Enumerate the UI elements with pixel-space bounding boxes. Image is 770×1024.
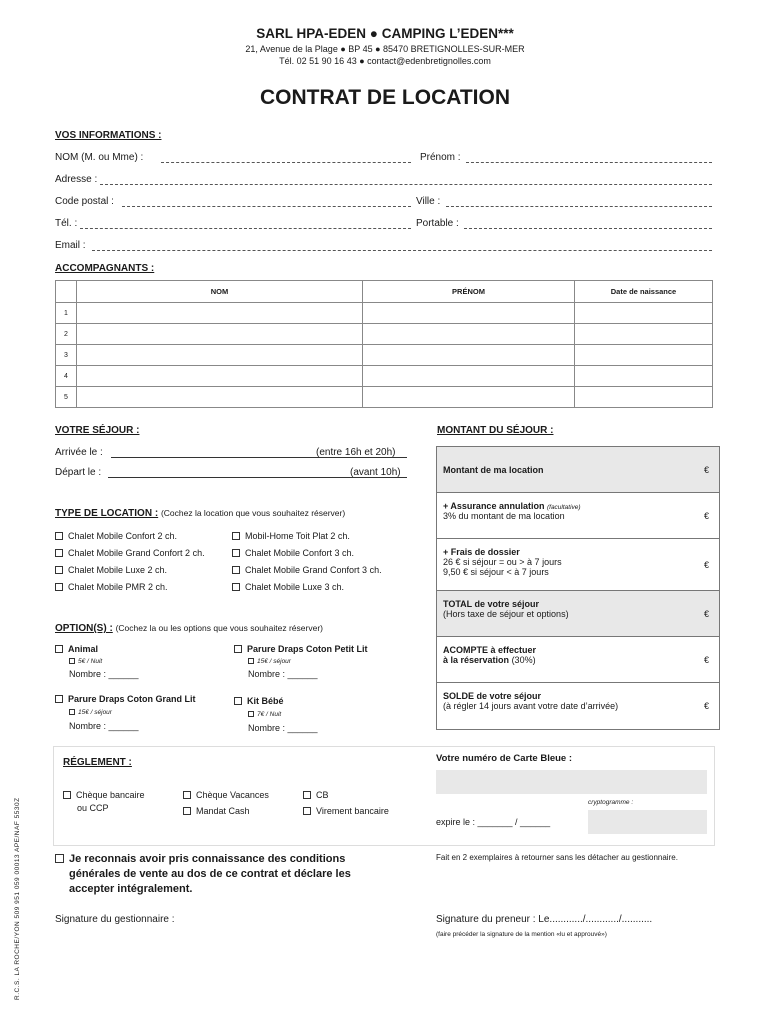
cell-naissance[interactable] [575, 324, 713, 345]
table-header-naissance: Date de naissance [575, 281, 713, 303]
option-animal-price-label: 5€ / Nuit [78, 658, 103, 665]
currency-symbol: € [703, 701, 709, 711]
option-parure-grand-price-label: 15€ / séjour [78, 709, 112, 716]
type-option-label: Chalet Mobile Grand Confort 2 ch. [68, 548, 205, 558]
arrivee-label: Arrivée le : [55, 447, 103, 458]
conditions-line1: Je reconnais avoir pris connaissance des conditions [69, 853, 346, 865]
ville-label: Ville : [416, 196, 441, 207]
montant-frais-sub2: 9,50 € si séjour < à 7 jours [443, 567, 549, 577]
montant-location-label: Montant de ma location [443, 465, 544, 475]
payment-cb[interactable] [303, 790, 329, 800]
option-parure-grand-nombre[interactable]: Nombre : ______ [69, 721, 139, 731]
payment-cheque[interactable] [63, 790, 145, 800]
checkbox-icon [232, 583, 240, 591]
montant-acompte-pct: (30%) [511, 655, 536, 665]
type-location-header [55, 508, 345, 519]
payment-virement[interactable] [303, 806, 389, 816]
table-row [56, 387, 713, 408]
montant-solde-label: SOLDE de votre séjour [443, 691, 542, 701]
checkbox-icon [55, 549, 63, 557]
type-option-label: Mobil-Home Toit Plat 2 ch. [245, 531, 350, 541]
page-title: CONTRAT DE LOCATION [259, 86, 511, 109]
sejour-heading: VOTRE SÉJOUR : [55, 425, 140, 436]
checkbox-icon [232, 532, 240, 540]
portable-field[interactable] [464, 219, 712, 229]
checkbox-icon [234, 697, 242, 705]
payment-mandat-label: Mandat Cash [196, 806, 250, 816]
currency-symbol: € [703, 510, 709, 521]
montant-acompte-sub: à la réservation [443, 655, 510, 665]
checkbox-icon [55, 645, 63, 653]
option-parure-petit-price-label: 15€ / séjour [257, 658, 291, 665]
cell-naissance[interactable] [575, 303, 713, 324]
montant-total-label: TOTAL de votre séjour [443, 599, 540, 609]
type-location-note: (Cochez la location que vous souhaitez réserver) [160, 508, 346, 518]
option-animal-nombre[interactable]: Nombre : ______ [69, 669, 139, 679]
checkbox-icon [55, 854, 64, 863]
montant-row-location[interactable] [437, 447, 719, 493]
type-option-label: Chalet Mobile Luxe 2 ch. [68, 565, 168, 575]
payment-cb-label: CB [316, 790, 329, 800]
cell-nom[interactable] [77, 387, 363, 408]
checkbox-icon [69, 658, 75, 664]
prenom-label: Prénom : [420, 152, 461, 163]
type-option[interactable] [232, 582, 344, 592]
crypto-label: cryptogramme : [588, 799, 634, 806]
table-row [56, 303, 713, 324]
currency-symbol: € [703, 559, 709, 570]
cell-prenom[interactable] [363, 303, 575, 324]
type-option-label: Chalet Mobile Confort 3 ch. [245, 548, 355, 558]
type-option[interactable] [232, 565, 382, 575]
table-header-nom: NOM [77, 281, 363, 303]
montant-row-solde[interactable] [437, 683, 719, 729]
signature-preneur[interactable]: Signature du preneur : Le............/............/........... [436, 914, 653, 925]
carte-number-field[interactable] [436, 770, 707, 794]
montant-row-acompte[interactable] [437, 637, 719, 683]
cell-naissance[interactable] [575, 345, 713, 366]
montant-solde-sub: (à régler 14 jours avant votre date d’arrivée) [443, 701, 619, 711]
currency-symbol: € [703, 608, 709, 619]
montant-row-total[interactable] [437, 591, 719, 637]
option-kit-bebe-label: Kit Bébé [247, 696, 284, 706]
checkbox-icon [232, 566, 240, 574]
tel-field[interactable] [80, 219, 411, 229]
type-option-label: Chalet Mobile PMR 2 ch. [68, 582, 168, 592]
email-label: Email : [55, 240, 86, 251]
montant-assurance-label: + Assurance annulation [443, 501, 545, 511]
checkbox-icon [232, 549, 240, 557]
type-option-label: Chalet Mobile Grand Confort 3 ch. [245, 565, 382, 575]
payment-ccp-label: ou CCP [77, 803, 109, 813]
montant-assurance-sub: 3% du montant de ma location [443, 511, 565, 521]
cell-nom[interactable] [77, 345, 363, 366]
option-kit-bebe-nombre[interactable]: Nombre : ______ [248, 723, 318, 733]
company-address: 21, Avenue de la Plage ● BP 45 ● 85470 BRETIGNOLLES-SUR-MER [245, 44, 525, 54]
checkbox-icon [55, 532, 63, 540]
expire-field[interactable]: expire le : _______ / ______ [436, 817, 551, 827]
email-field[interactable] [92, 241, 712, 251]
table-row [56, 345, 713, 366]
fait-note: Fait en 2 exemplaires à retourner sans les détacher au gestionnaire. [436, 853, 678, 862]
option-kit-bebe-price-label: 7€ / Nuit [257, 711, 282, 718]
checkbox-icon [234, 645, 242, 653]
cell-naissance[interactable] [575, 387, 713, 408]
checkbox-icon [55, 566, 63, 574]
table-header-num [56, 281, 77, 303]
option-parure-grand[interactable] [55, 694, 196, 704]
cell-nom[interactable] [77, 303, 363, 324]
option-parure-grand-price [69, 709, 112, 716]
option-parure-petit-nombre[interactable]: Nombre : ______ [248, 669, 318, 679]
checkbox-icon [248, 658, 254, 664]
company-name: SARL HPA-EDEN ● CAMPING L’EDEN*** [256, 26, 514, 41]
conditions-checkbox[interactable] [55, 852, 351, 897]
currency-symbol: € [703, 654, 709, 665]
cell-nom[interactable] [77, 366, 363, 387]
checkbox-icon [303, 807, 311, 815]
row-number: 4 [56, 366, 77, 387]
row-number: 1 [56, 303, 77, 324]
montant-row-assurance[interactable] [437, 493, 719, 539]
adresse-label: Adresse : [55, 174, 98, 185]
currency-symbol: € [703, 464, 709, 475]
tel-label: Tél. : [55, 218, 78, 229]
table-header-prenom: PRÉNOM [363, 281, 575, 303]
option-parure-grand-label: Parure Draps Coton Grand Lit [68, 694, 196, 704]
nom-label: NOM (M. ou Mme) : [55, 152, 144, 163]
montant-table [436, 446, 720, 730]
depart-note: (avant 10h) [350, 467, 401, 478]
montant-row-frais[interactable] [437, 539, 719, 591]
checkbox-icon [183, 791, 191, 799]
montant-frais-label: + Frais de dossier [443, 547, 520, 557]
payment-cheque-vacances[interactable] [183, 790, 269, 800]
accompagnants-table [55, 280, 713, 408]
cell-prenom[interactable] [363, 366, 575, 387]
arrivee-note: (entre 16h et 20h) [316, 447, 396, 458]
checkbox-icon [69, 709, 75, 715]
options-heading: OPTION(S) : [55, 623, 113, 634]
code-postal-field[interactable] [122, 197, 411, 207]
row-number: 3 [56, 345, 77, 366]
option-parure-petit-label: Parure Draps Coton Petit Lit [247, 644, 368, 654]
prenom-field[interactable] [466, 153, 712, 163]
checkbox-icon [303, 791, 311, 799]
company-contact: Tél. 02 51 90 16 43 ● contact@edenbretignolles.com [279, 56, 491, 66]
montant-acompte-label: ACOMPTE à effectuer [443, 645, 537, 655]
ville-field[interactable] [446, 197, 712, 207]
option-animal[interactable] [55, 644, 98, 654]
row-number: 5 [56, 387, 77, 408]
rcs-text: R.C.S. LA ROCHE/YON 509 951 059 00013 APE/NAF 5530Z [14, 797, 21, 1000]
portable-label: Portable : [416, 218, 459, 229]
reglement-heading: RÉGLEMENT : [63, 757, 132, 768]
option-parure-petit[interactable] [234, 644, 368, 654]
option-animal-label: Animal [68, 644, 99, 654]
code-postal-label: Code postal : [55, 196, 114, 207]
signature-gestionnaire: Signature du gestionnaire : [55, 914, 175, 925]
checkbox-icon [248, 711, 254, 717]
type-option[interactable] [55, 531, 177, 541]
type-option[interactable] [55, 548, 205, 558]
montant-heading: MONTANT DU SÉJOUR : [437, 425, 554, 436]
checkbox-icon [183, 807, 191, 815]
montant-total-sub: (Hors taxe de séjour et options) [443, 609, 569, 619]
option-kit-bebe[interactable] [234, 696, 284, 706]
montant-frais-sub1: 26 € si séjour = ou > à 7 jours [443, 557, 562, 567]
conditions-line2: générales de vente au dos de ce contrat et déclare les [69, 868, 351, 880]
depart-label: Départ le : [55, 467, 102, 478]
payment-virement-label: Virement bancaire [316, 806, 389, 816]
table-row [56, 324, 713, 345]
carte-heading: Votre numéro de Carte Bleue : [436, 753, 573, 764]
option-parure-petit-price [248, 658, 291, 665]
options-header [55, 623, 323, 634]
type-location-heading: TYPE DE LOCATION : [55, 508, 159, 519]
option-animal-price [69, 658, 102, 665]
type-option[interactable] [232, 548, 354, 558]
checkbox-icon [55, 583, 63, 591]
checkbox-icon [63, 791, 71, 799]
type-option[interactable] [55, 582, 168, 592]
checkbox-icon [55, 695, 63, 703]
accompagnants-heading: ACCOMPAGNANTS : [55, 263, 155, 274]
cell-prenom[interactable] [363, 324, 575, 345]
nom-field[interactable] [161, 153, 411, 163]
adresse-field[interactable] [100, 175, 712, 185]
row-number: 2 [56, 324, 77, 345]
infos-heading: VOS INFORMATIONS : [55, 130, 162, 141]
type-option[interactable] [232, 531, 350, 541]
cell-prenom[interactable] [363, 387, 575, 408]
montant-assurance-fac: (facultative) [546, 504, 581, 511]
conditions-line3: accepter intégralement. [69, 883, 193, 895]
cell-nom[interactable] [77, 324, 363, 345]
options-note: (Cochez la ou les options que vous souhaitez réserver) [115, 623, 323, 633]
type-option-label: Chalet Mobile Luxe 3 ch. [245, 582, 345, 592]
option-kit-bebe-price [248, 711, 281, 718]
payment-cheque-vacances-label: Chèque Vacances [196, 790, 269, 800]
type-option[interactable] [55, 565, 167, 575]
signature-mention: (faire précéder la signature de la mention «lu et approuvé») [436, 931, 607, 938]
cell-naissance[interactable] [575, 366, 713, 387]
crypto-field[interactable] [588, 810, 707, 834]
cell-prenom[interactable] [363, 345, 575, 366]
table-row [56, 366, 713, 387]
payment-mandat[interactable] [183, 806, 250, 816]
type-option-label: Chalet Mobile Confort 2 ch. [68, 531, 178, 541]
payment-cheque-label: Chèque bancaire [76, 790, 145, 800]
